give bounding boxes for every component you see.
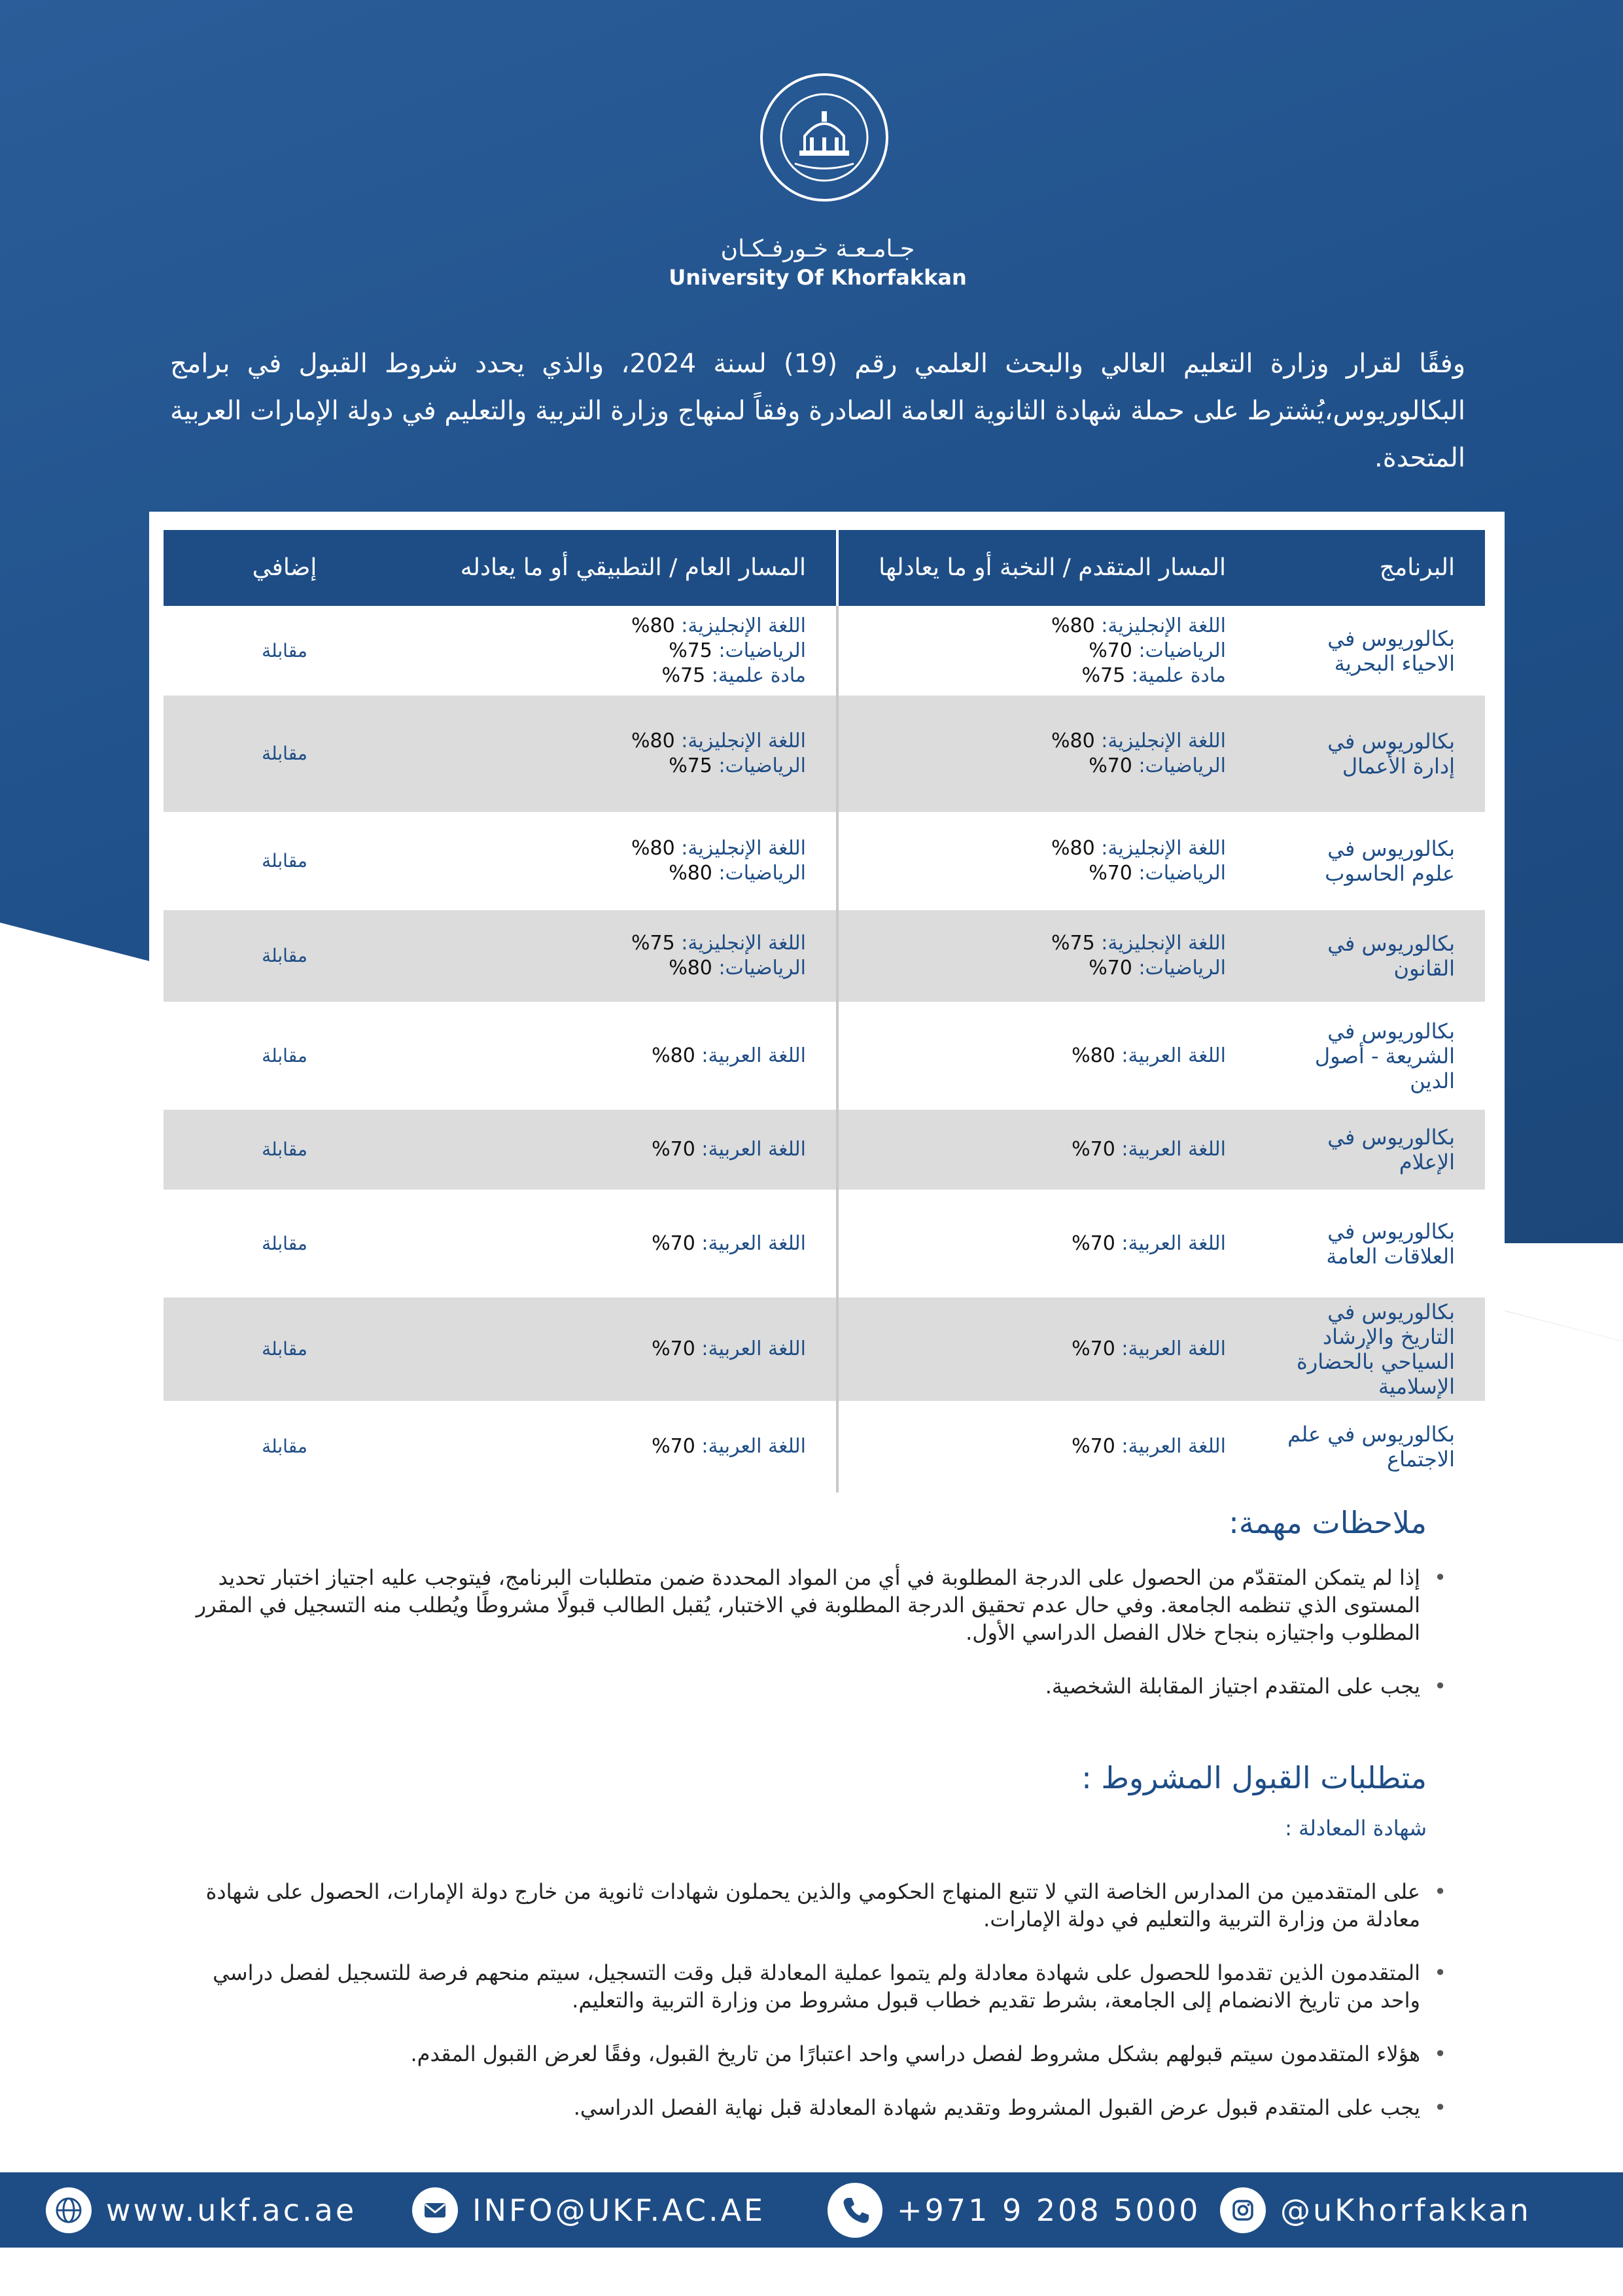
advanced-track-requirements: [837, 1110, 1256, 1190]
table-row: [164, 1110, 1485, 1190]
general-track-requirements: [406, 910, 837, 1002]
score-value: 70%: [1072, 1337, 1115, 1360]
subject-label: الرياضيات:: [1138, 862, 1226, 885]
program-name: بكالوريوس في القانون: [1256, 910, 1485, 1002]
advanced-track-requirements: [837, 1298, 1256, 1401]
score-value: 70%: [652, 1138, 695, 1161]
score-value: 75%: [1051, 932, 1095, 955]
phone-icon: [828, 2183, 882, 2238]
score-value: 80%: [1051, 614, 1095, 637]
additional-requirement: مقابلة: [262, 850, 307, 872]
general-track-requirements: [406, 696, 837, 812]
requirement-line: [436, 639, 806, 663]
additional-requirement: مقابلة: [164, 910, 406, 1002]
conditional-item: • هؤلاء المتقدمون سيتم قبولهم بشكل مشروط لفصل دراسي واحد اعتبارًا من تاريخ القبول، وفقًا لعرض القبول المقدم.: [177, 2040, 1420, 2068]
instagram-icon: [1220, 2187, 1266, 2233]
general-track-requirements: [406, 1401, 837, 1492]
advanced-track-requirements: [837, 1190, 1256, 1298]
intro-paragraph: وفقًا لقرار وزارة التعليم العالي والبحث العلمي رقم (19) لسنة 2024، والذي يحدد شروط القبول في برامج البكالوريوس،يُشترط على حملة شهادة الثانوية العامة الصادرة وفقاً لمنهاج وزارة التربية والتعليم في دولة الإمارات العربية المتحدة.: [170, 349, 1466, 473]
general-track-requirements: [406, 1110, 837, 1190]
subject-label: مادة علمية:: [1131, 663, 1226, 687]
subject-label: اللغة العربية:: [1121, 1231, 1226, 1255]
subject-label: الرياضيات:: [718, 639, 806, 662]
requirement-line: [436, 729, 806, 754]
footer-email-text: INFO@UKF.AC.AE: [472, 2192, 766, 2228]
requirement-line: [869, 1231, 1226, 1256]
notes-title: ملاحظات مهمة:: [1229, 1505, 1427, 1540]
subject-label: الرياضيات:: [718, 754, 806, 777]
advanced-track-requirements: [837, 606, 1256, 696]
requirement-line: [436, 861, 806, 886]
notes-list: [177, 1564, 1446, 1726]
footer-social[interactable]: [1220, 2172, 1531, 2248]
conditional-subtitle: شهادة المعادلة :: [1285, 1816, 1427, 1841]
subject-label: اللغة العربية:: [701, 1044, 806, 1067]
subject-label: الرياضيات:: [718, 862, 806, 885]
score-value: 70%: [1089, 957, 1132, 980]
requirement-line: [869, 836, 1226, 861]
score-value: 75%: [661, 663, 706, 687]
program-name: بكالوريوس في الاحياء البحرية: [1327, 626, 1455, 676]
subject-label: اللغة العربية:: [1121, 1337, 1226, 1360]
notes-item: • إذا لم يتمكن المتقدّم من الحصول على الدرجة المطلوبة في أي من المواد المحددة ضمن متطلبات البرنامج، فيتوجب عليه اجتياز اختبار تحديد المستوى الذي تنظمه الجامعة. وفي حال عدم تحقيق الدرجة المطلوبة في الاختبار، يُقبل الطالب قبولًا مشروطًا ويُطلب منه التسجيل في المقرر المطلوب واجتيازه بنجاح خلال الفصل الدراسي الأول.: [177, 1564, 1420, 1646]
score-value: 80%: [669, 957, 712, 980]
requirement-line: [869, 639, 1226, 663]
conditional-item: • على المتقدمين من المدارس الخاصة التي لا تتبع المنهاج الحكومي والذين يحملون شهادات ثانوية من خارج دولة الإمارات، الحصول على شهادة معادلة من وزارة التربية والتعليم في دولة الإمارات.: [177, 1878, 1420, 1933]
footer-website-text: www.ukf.ac.ae: [106, 2192, 357, 2228]
conditional-item: • المتقدمون الذين تقدموا للحصول على شهادة معادلة ولم يتموا عملية المعادلة قبل وقت التسجيل، سيتم منحهم فرصة للتسجيل لفصل دراسي واحد من تاريخ الانضمام إلى الجامعة، بشرط تقديم خطاب قبول مشروط من وزارة التربية والتعليم.: [177, 1959, 1420, 2014]
subject-label: اللغة العربية:: [1121, 1044, 1226, 1067]
score-value: 80%: [1072, 1044, 1115, 1067]
program-name: بكالوريوس في الشريعة - أصول الدين: [1314, 1018, 1455, 1093]
subject-label: اللغة العربية:: [701, 1435, 806, 1458]
globe-icon: [46, 2187, 92, 2233]
requirement-line: [869, 614, 1226, 639]
program-name: بكالوريوس في الإعلام: [1256, 1110, 1485, 1190]
table-row: [164, 1002, 1485, 1110]
subject-label: مادة علمية:: [711, 663, 806, 687]
general-track-requirements: [406, 1298, 837, 1401]
advanced-track-requirements: [837, 812, 1256, 910]
subject-label: اللغة الإنجليزية:: [1101, 837, 1226, 860]
footer-phone-text: +971 9 208 5000: [897, 2192, 1201, 2228]
subject-label: الرياضيات:: [1138, 957, 1226, 980]
general-track-requirements: [406, 606, 837, 696]
additional-requirement: مقابلة: [262, 1232, 307, 1254]
score-value: 70%: [1072, 1435, 1115, 1458]
advanced-track-requirements: [837, 1002, 1256, 1110]
header-advanced-track: المسار المتقدم / النخبة أو ما يعادلها: [837, 530, 1256, 606]
requirement-line: [436, 956, 806, 981]
score-value: 70%: [652, 1337, 695, 1360]
requirement-line: [869, 1044, 1226, 1069]
table-row: [164, 696, 1485, 812]
additional-requirement: مقابلة: [262, 1044, 307, 1067]
requirement-line: [436, 1337, 806, 1362]
program-name: بكالوريوس في إدارة الأعمال: [1256, 696, 1485, 812]
general-track-requirements: [406, 1190, 837, 1298]
conditional-title: متطلبات القبول المشروط :: [1081, 1760, 1427, 1795]
subject-label: اللغة العربية:: [1121, 1138, 1226, 1161]
footer-social-text: @uKhorfakkan: [1280, 2192, 1531, 2228]
score-value: 70%: [1072, 1138, 1115, 1161]
subject-label: اللغة الإنجليزية:: [681, 837, 806, 860]
requirement-line: [869, 729, 1226, 754]
subject-label: الرياضيات:: [1138, 639, 1226, 662]
subject-label: اللغة الإنجليزية:: [681, 730, 806, 752]
conditional-list: [177, 1878, 1446, 2147]
subject-label: الرياضيات:: [1138, 754, 1226, 777]
score-value: 80%: [1051, 730, 1095, 752]
contact-footer: [0, 2172, 1623, 2248]
subject-label: اللغة العربية:: [701, 1337, 806, 1360]
program-name: بكالوريوس في التاريخ والإرشاد السياحي بالحضارة الإسلامية: [1256, 1298, 1485, 1401]
notes-item: • يجب على المتقدم اجتياز المقابلة الشخصية.: [177, 1672, 1420, 1700]
subject-label: اللغة العربية:: [1121, 1435, 1226, 1458]
requirement-line: [869, 956, 1226, 981]
header-general-track: المسار العام / التطبيقي أو ما يعادله: [406, 530, 837, 606]
score-value: 75%: [631, 932, 675, 955]
subject-label: اللغة الإنجليزية:: [1101, 932, 1226, 955]
requirement-line: [869, 1434, 1226, 1459]
score-value: 80%: [631, 837, 675, 860]
program-name: بكالوريوس في علوم الحاسوب: [1325, 836, 1455, 886]
program-name: بكالوريوس في العلاقات العامة: [1326, 1218, 1455, 1269]
admission-table-card: [149, 512, 1505, 1472]
header-program: البرنامج: [1256, 530, 1485, 606]
requirement-line: [436, 754, 806, 779]
conditional-item: • يجب على المتقدم قبول عرض القبول المشروط وتقديم شهادة المعادلة قبل نهاية الفصل الدراسي.: [177, 2094, 1420, 2121]
table-row: [164, 812, 1485, 910]
subject-label: اللغة العربية:: [701, 1138, 806, 1161]
footer-website[interactable]: [46, 2172, 357, 2248]
requirement-line: [869, 1337, 1226, 1362]
requirement-line: [436, 836, 806, 861]
requirement-line: [436, 1434, 806, 1459]
score-value: 70%: [652, 1231, 695, 1255]
university-seal-logo: [759, 72, 890, 203]
advanced-track-requirements: [837, 696, 1256, 812]
requirement-line: [436, 931, 806, 956]
subject-label: اللغة الإنجليزية:: [1101, 730, 1226, 752]
requirement-line: [869, 754, 1226, 779]
score-value: 75%: [669, 754, 712, 777]
subject-label: اللغة الإنجليزية:: [1101, 614, 1226, 637]
additional-requirement: مقابلة: [164, 1298, 406, 1401]
additional-requirement: مقابلة: [164, 696, 406, 812]
score-value: 80%: [631, 614, 675, 637]
footer-phone[interactable]: [828, 2172, 1200, 2248]
subject-label: اللغة الإنجليزية:: [681, 932, 806, 955]
requirement-line: [436, 663, 806, 688]
table-header-row: [164, 530, 1485, 606]
score-value: 75%: [1081, 663, 1126, 687]
requirement-line: [869, 1137, 1226, 1162]
subject-label: الرياضيات:: [718, 957, 806, 980]
advanced-track-requirements: [837, 1401, 1256, 1492]
table-row: [164, 1298, 1485, 1401]
score-value: 80%: [652, 1044, 695, 1067]
score-value: 70%: [1072, 1231, 1115, 1255]
admission-requirements-table: [164, 530, 1485, 1492]
additional-requirement: مقابلة: [164, 1110, 406, 1190]
requirement-line: [869, 861, 1226, 886]
logo-arabic-name: جـامـعـة خـورفـكـان: [720, 236, 915, 262]
header-additional: إضافي: [164, 530, 406, 606]
general-track-requirements: [406, 812, 837, 910]
subject-label: اللغة الإنجليزية:: [681, 614, 806, 637]
table-row: [164, 1401, 1485, 1492]
score-value: 70%: [1089, 754, 1132, 777]
requirement-line: [436, 614, 806, 639]
advanced-track-requirements: [837, 910, 1256, 1002]
program-name: بكالوريوس في علم الاجتماع: [1287, 1422, 1455, 1472]
score-value: 80%: [669, 862, 712, 885]
additional-requirement: مقابلة: [262, 639, 307, 662]
requirement-line: [436, 1044, 806, 1069]
general-track-requirements: [406, 1002, 837, 1110]
table-row: [164, 606, 1485, 696]
score-value: 70%: [1089, 639, 1132, 662]
score-value: 75%: [669, 639, 712, 662]
additional-requirement: مقابلة: [262, 1436, 307, 1457]
requirement-line: [436, 1231, 806, 1256]
footer-email[interactable]: [412, 2172, 765, 2248]
score-value: 70%: [652, 1435, 695, 1458]
table-row: [164, 1190, 1485, 1298]
score-value: 70%: [1089, 862, 1132, 885]
score-value: 80%: [1051, 837, 1095, 860]
requirement-line: [869, 931, 1226, 956]
subject-label: اللغة العربية:: [701, 1231, 806, 1255]
logo-english-name: University Of Khorfakkan: [669, 265, 967, 290]
requirement-line: [869, 663, 1226, 688]
mail-icon: [412, 2187, 458, 2233]
table-row: [164, 910, 1485, 1002]
score-value: 80%: [631, 730, 675, 752]
requirement-line: [436, 1137, 806, 1162]
